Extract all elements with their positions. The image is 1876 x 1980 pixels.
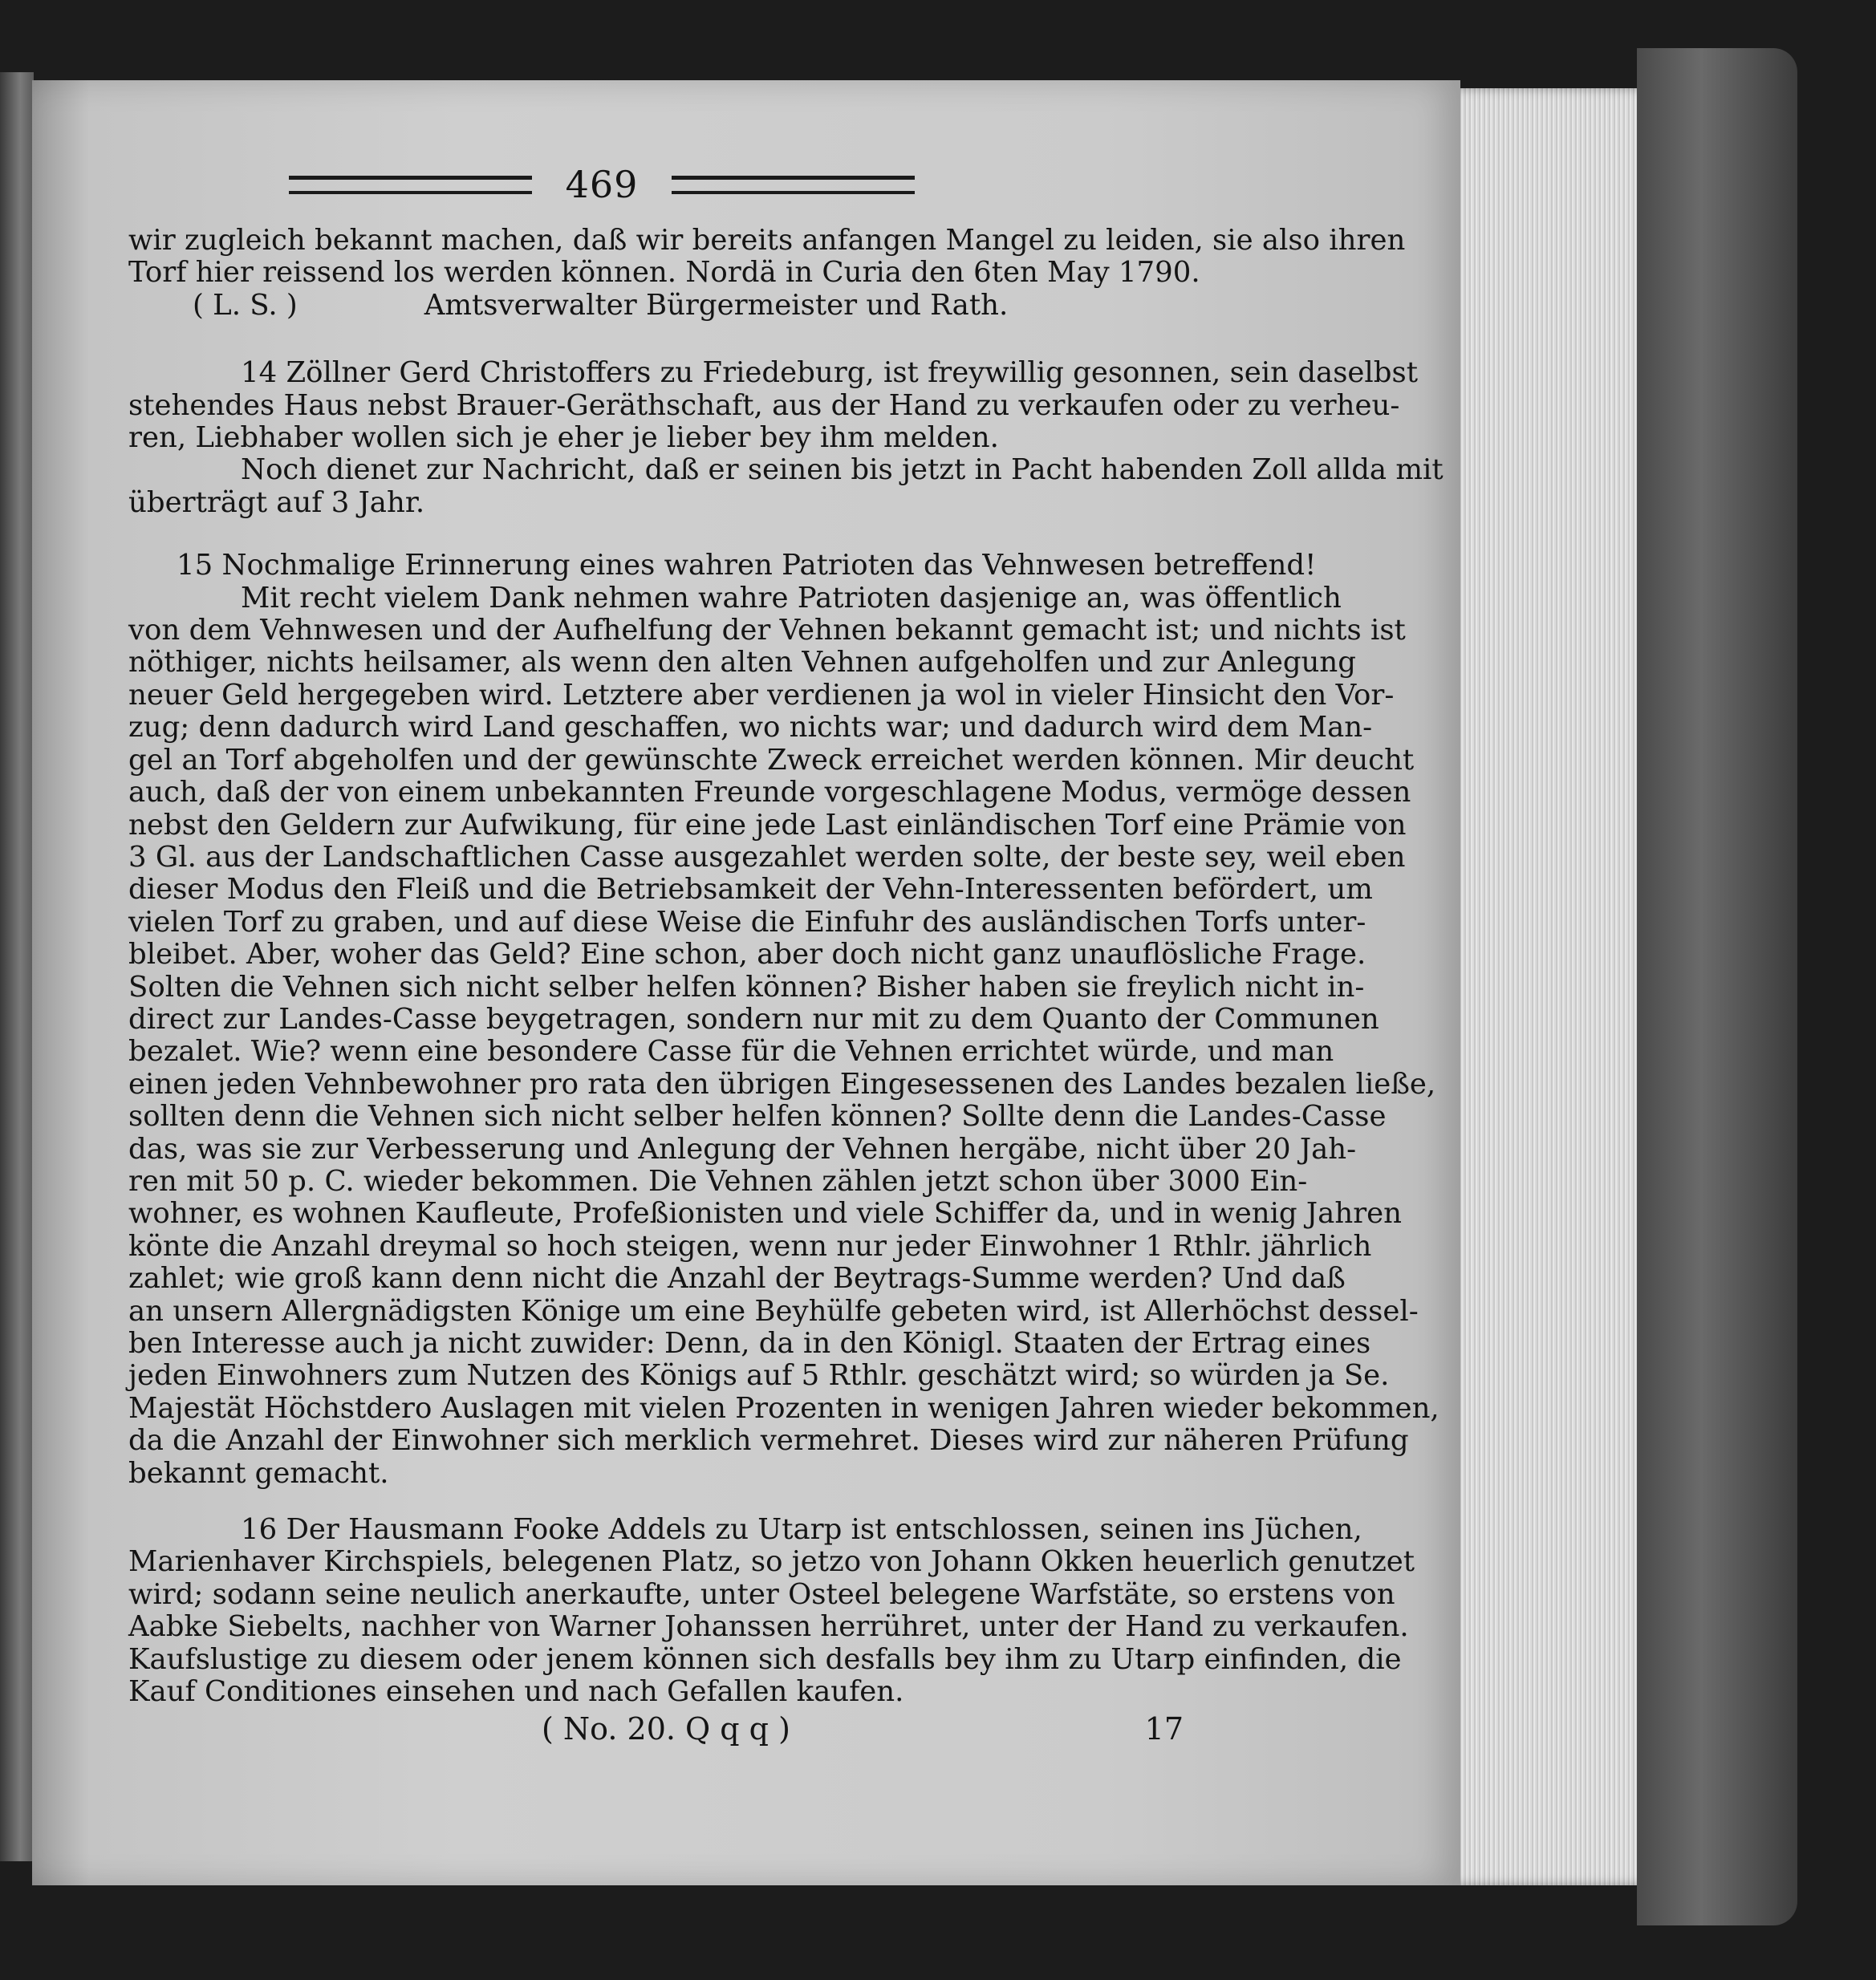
text-line: nebst den Geldern zur Aufwikung, für eine jede Last einländischen Torf eine Prämie von	[128, 808, 1407, 842]
text-line: direct zur Landes-Casse beygetragen, sondern nur mit zu dem Quanto der Communen	[128, 1002, 1379, 1036]
text-line: an unsern Allergnädigsten Könige um eine Beyhülfe gebeten wird, ist Allerhöchst dessel-	[128, 1294, 1419, 1328]
text-line: Kaufslustige zu diesem oder jenem können sich desfalls bey ihm zu Utarp einfinden, die	[128, 1642, 1402, 1676]
text-line: stehendes Haus nebst Brauer-Geräthschaft, aus der Hand zu verkaufen oder zu verheu-	[128, 388, 1400, 422]
text-line: Majestät Höchstdero Auslagen mit vielen Prozenten in wenigen Jahren wieder bekommen,	[128, 1391, 1439, 1425]
text-line: neuer Geld hergegeben wird. Letztere aber verdienen ja wol in vieler Hinsicht den Vor-	[128, 678, 1395, 712]
text-line: gel an Torf abgeholfen und der gewünschte Zweck erreichet werden können. Mir deucht	[128, 743, 1415, 777]
text-line: 16 Der Hausmann Fooke Addels zu Utarp ist entschlossen, seinen ins Jüchen,	[241, 1513, 1362, 1547]
text-line: da die Anzahl der Einwohner sich merklich vermehret. Dieses wird zur näheren Prüfung	[128, 1424, 1409, 1458]
text-line: einen jeden Vehnbewohner pro rata den übrigen Eingesessenen des Landes bezalen ließe,	[128, 1067, 1436, 1101]
entry-16	[128, 1513, 1415, 1709]
page-footer	[128, 1713, 1256, 1745]
text-line: sollten denn die Vehnen sich nicht selber helfen können? Sollte denn die Landes-Casse	[128, 1100, 1387, 1134]
text-line: Marienhaver Kirchspiels, belegenen Platz, so jetzo von Johann Okken heuerlich genutzet	[128, 1545, 1415, 1579]
text-line: von dem Vehnwesen und der Aufhelfung der Vehnen bekannt gemacht ist; und nichts ist	[128, 614, 1406, 647]
page-fore-edge	[1444, 88, 1653, 1885]
text-line: auch, daß der von einem unbekannten Freunde vorgeschlagene Modus, vermöge dessen	[128, 776, 1411, 809]
text-line: wir zugleich bekannt machen, daß wir bereits anfangen Mangel zu leiden, sie also ihren	[128, 224, 1406, 257]
seal-signature: ( L. S. ) Amtsverwalter Bürgermeister und Rath.	[193, 288, 1009, 322]
text-line: vielen Torf zu graben, und auf diese Weise die Einfuhr des ausländischen Torfs unter-	[128, 905, 1366, 939]
text-line: wird; sodann seine neulich anerkaufte, unter Osteel belegene Warfstäte, so erstens von	[128, 1577, 1395, 1611]
sheet-number: 17	[1144, 1711, 1184, 1747]
book-cover	[1637, 48, 1797, 1925]
page-header	[289, 152, 915, 217]
text-line: Torf hier reissend los werden können. Nordä in Curia den 6ten May 1790.	[128, 256, 1200, 290]
text-line: zahlet; wie groß kann denn nicht die Anzahl der Beytrags-Summe werden? Und daß	[128, 1262, 1346, 1296]
text-line: überträgt auf 3 Jahr.	[128, 485, 425, 519]
text-line: dieser Modus den Fleiß und die Betriebsamkeit der Vehn-Interessenten befördert, um	[128, 873, 1373, 907]
entry-intro	[128, 224, 1406, 322]
book-page	[32, 80, 1460, 1885]
text-line: Mit recht vielem Dank nehmen wahre Patrioten dasjenige an, was öffentlich	[241, 581, 1342, 615]
text-line: ren, Liebhaber wollen sich je eher je lieber bey ihm melden.	[128, 421, 999, 455]
text-line: zug; denn dadurch wird Land geschaffen, wo nichts war; und dadurch wird dem Man-	[128, 711, 1373, 745]
page-number: 469	[565, 162, 639, 206]
text-line: Kauf Conditiones einsehen und nach Gefallen kaufen.	[128, 1675, 904, 1709]
text-line: jeden Einwohners zum Nutzen des Königs auf 5 Rthlr. geschätzt wird; so würden ja Se.	[128, 1359, 1390, 1393]
text-line: nöthiger, nichts heilsamer, als wenn den alten Vehnen aufgeholfen und zur Anlegung	[128, 646, 1357, 680]
text-line: Noch dienet zur Nachricht, daß er seinen bis jetzt in Pacht habenden Zoll allda mit	[241, 453, 1444, 487]
text-line: 3 Gl. aus der Landschaftlichen Casse ausgezahlet werden solte, der beste sey, weil eben	[128, 840, 1406, 874]
text-line: 14 Zöllner Gerd Christoffers zu Friedeburg, ist freywillig gesonnen, sein daselbst	[241, 356, 1418, 390]
text-line: bleibet. Aber, woher das Geld? Eine schon, aber doch nicht ganz unauflösliche Frage.	[128, 938, 1366, 972]
text-line: ren mit 50 p. C. wieder bekommen. Die Vehnen zählen jetzt schon über 3000 Ein-	[128, 1164, 1308, 1198]
text-block	[128, 152, 1444, 1747]
entry-15	[128, 549, 1439, 1490]
signature-mark: ( No. 20. Q q q )	[542, 1711, 790, 1747]
header-rule-left	[289, 176, 532, 194]
text-line: ben Interesse auch ja nicht zuwider: Denn, da in den Königl. Staaten der Ertrag eines	[128, 1327, 1371, 1360]
text-line: Aabke Siebelts, nachher von Warner Johanssen herrühret, unter der Hand zu verkaufen.	[128, 1610, 1409, 1644]
text-line: bekannt gemacht.	[128, 1456, 389, 1490]
text-line: könte die Anzahl dreymal so hoch steigen, wenn nur jeder Einwohner 1 Rthlr. jährlich	[128, 1229, 1372, 1263]
header-rule-right	[672, 176, 915, 194]
text-line: das, was sie zur Verbesserung und Anlegung der Vehnen hergäbe, nicht über 20 Jah-	[128, 1132, 1357, 1166]
left-page-edge	[0, 72, 34, 1861]
text-line: bezalet. Wie? wenn eine besondere Casse für die Vehnen errichtet würde, und man	[128, 1035, 1334, 1069]
text-line: wohner, es wohnen Kaufleute, Profeßionisten und viele Schiffer da, und in wenig Jahren	[128, 1197, 1403, 1231]
entry-14	[128, 356, 1444, 519]
text-line: Solten die Vehnen sich nicht selber helfen können? Bisher haben sie freylich nicht in-	[128, 970, 1365, 1004]
entry-heading: 15 Nochmalige Erinnerung eines wahren Patrioten das Vehnwesen betreffend!	[177, 549, 1317, 582]
